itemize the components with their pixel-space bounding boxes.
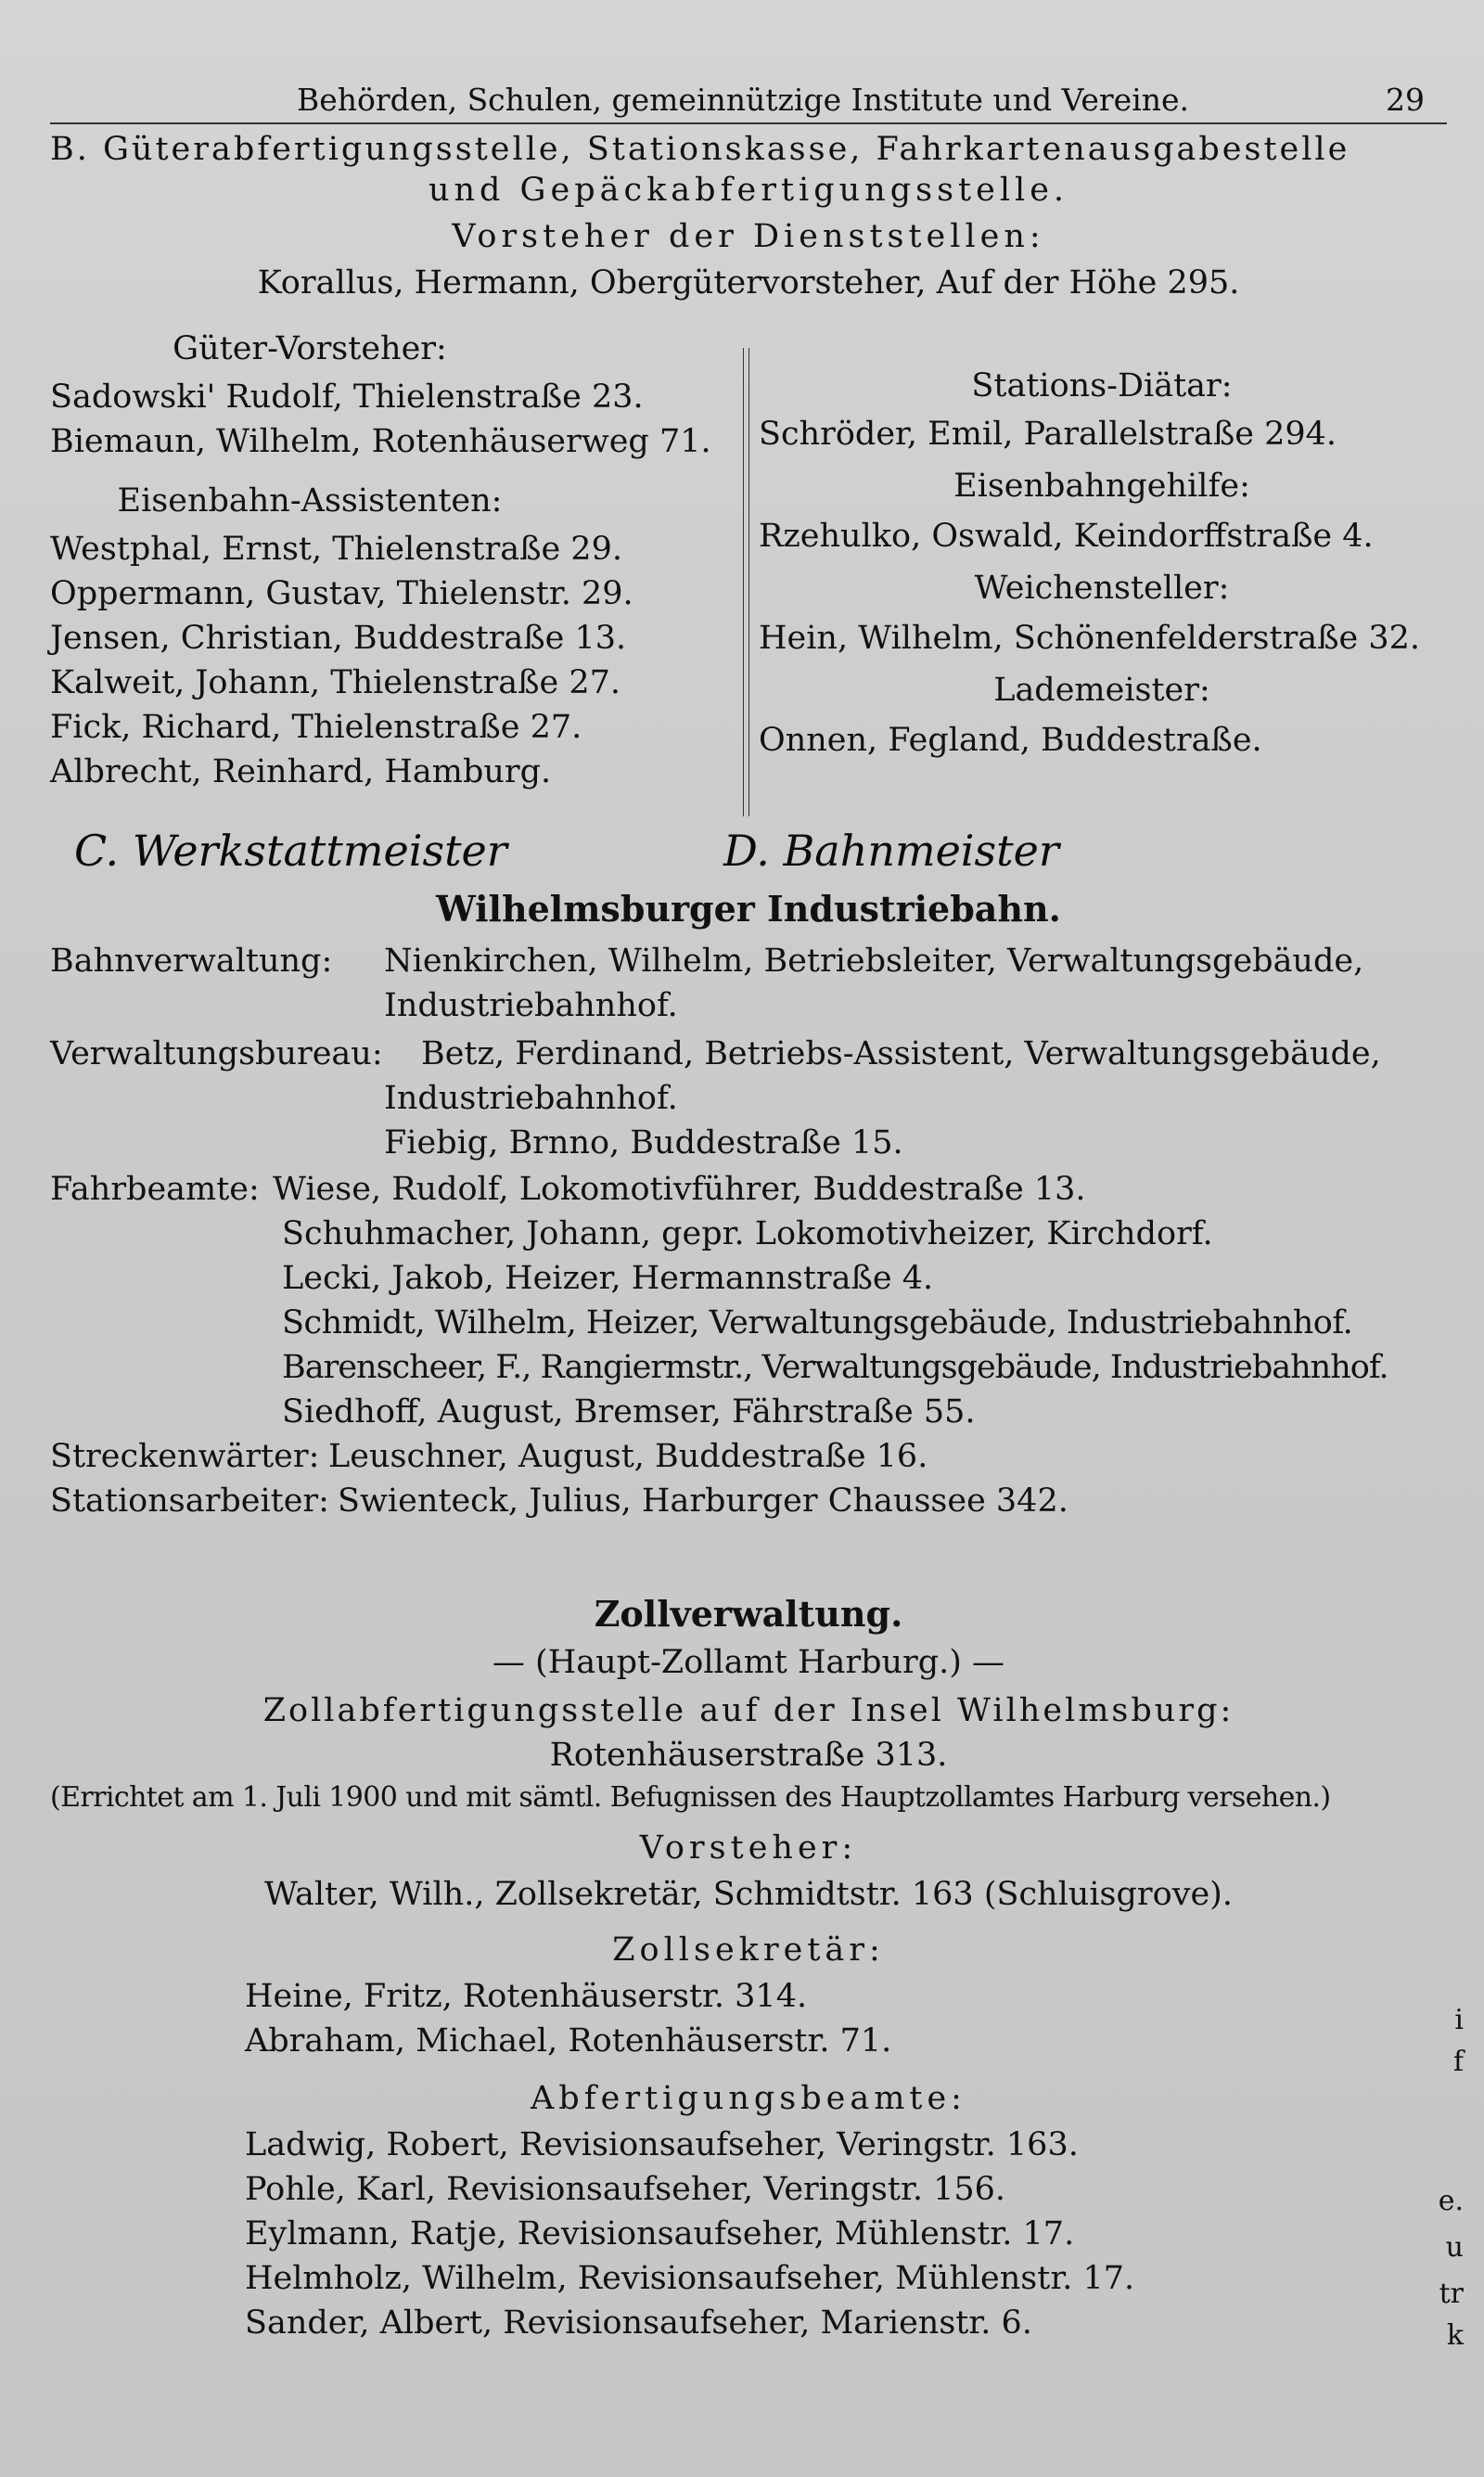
zoll-abf-heading: Abfertigungsbeamte: (531, 2080, 966, 2117)
margin-fragment: k (1446, 2319, 1464, 2352)
header-rule (50, 122, 1447, 124)
margin-fragment: i (1454, 2004, 1464, 2036)
assistant-item: Westphal, Ernst, Thielenstraße 29. (50, 531, 622, 568)
right-column (759, 366, 1445, 760)
entry-line: Siedhoff, August, Bremser, Fährstraße 55. (282, 1393, 976, 1431)
margin-fragment: f (1452, 2046, 1464, 2078)
handwritten-bahnmeister: D. Bahnmeister (723, 826, 1059, 876)
entry-label: Fahrbeamte: (50, 1171, 260, 1208)
zoll-sek-heading: Zollsekretär: (612, 1932, 885, 1969)
entry-line: Industriebahnhof. (384, 987, 678, 1024)
entry-label: Verwaltungsbureau: (50, 1035, 383, 1072)
zoll-head-heading: Vorsteher: (639, 1829, 858, 1867)
zoll-office: Zollabfertigungsstelle auf der Insel Wilhelmsburg: (262, 1692, 1235, 1729)
industriebahn-section (50, 886, 1447, 932)
zoll-abf-item: Eylmann, Ratje, Revisionsaufseher, Mühlenstr. 17. (245, 2215, 1075, 2252)
entry-label: Bahnverwaltung: (50, 943, 333, 980)
entry-fahrbeamte (50, 1170, 1447, 1431)
assistant-item: Fick, Richard, Thielenstraße 27. (50, 709, 582, 746)
entry-line: Schuhmacher, Johann, gepr. Lokomotivheizer, Kirchdorf. (282, 1215, 1213, 1252)
running-header (297, 82, 1447, 119)
gehilfe-item: Rzehulko, Oswald, Keindorffstraße 4. (759, 518, 1374, 555)
assistant-item: Oppermann, Gustav, Thielenstr. 29. (50, 575, 633, 612)
chief-heading: Vorsteher der Dienststellen: (452, 218, 1045, 255)
running-title: Behörden, Schulen, gemeinnützige Institute und Vereine. (297, 82, 1190, 118)
margin-fragment: u (1445, 2231, 1464, 2264)
chief-entry: Korallus, Hermann, Obergütervorsteher, Auf der Höhe 295. (257, 264, 1240, 302)
entry-line: Swienteck, Julius, Harburger Chaussee 342. (338, 1482, 1068, 1520)
entry-line: Industriebahnhof. (384, 1080, 678, 1117)
zoll-sek-item: Heine, Fritz, Rotenhäuserstr. 314. (245, 1978, 808, 2015)
section-b-heading (50, 130, 1447, 302)
entry-label: Stationsarbeiter: (50, 1482, 329, 1520)
margin-fragment: tr (1439, 2278, 1464, 2310)
assistants-heading: Eisenbahn-Assistenten: (117, 482, 503, 520)
entry-label: Streckenwärter: (50, 1438, 320, 1475)
entry-line: Lecki, Jakob, Heizer, Hermannstraße 4. (282, 1260, 934, 1297)
entry-line: Nienkirchen, Wilhelm, Betriebsleiter, Verwaltungsgebäude, (384, 943, 1364, 980)
column-divider (743, 348, 749, 816)
goods-item: Biemaun, Wilhelm, Rotenhäuserweg 71. (50, 423, 711, 460)
weichen-item: Hein, Wilhelm, Schönenfelderstraße 32. (759, 620, 1421, 657)
entry-streckenwaerter (50, 1437, 1447, 1476)
weichen-heading: Weichensteller: (974, 570, 1230, 607)
entry-bahnverwaltung (50, 942, 1447, 1025)
gehilfe-heading: Eisenbahngehilfe: (953, 468, 1250, 505)
diaetar-item: Schröder, Emil, Parallelstraße 294. (759, 416, 1337, 453)
zoll-abf-list (245, 2125, 1447, 2342)
zoll-head: Walter, Wilh., Zollsekretär, Schmidtstr. 163 (Schluisgrove). (264, 1876, 1233, 1913)
entry-line: Leuschner, August, Buddestraße 16. (328, 1438, 928, 1475)
zoll-sek-item: Abraham, Michael, Rotenhäuserstr. 71. (245, 2022, 892, 2060)
diaetar-heading: Stations-Diätar: (971, 367, 1233, 404)
zoll-sek-list (245, 1977, 1447, 2060)
handwritten-werkstattmeister: C. Werkstattmeister (74, 826, 507, 876)
left-column (50, 329, 736, 791)
entry-line: Betz, Ferdinand, Betriebs-Assistent, Verwaltungsgebäude, (421, 1035, 1381, 1072)
assistant-item: Albrecht, Reinhard, Hamburg. (50, 753, 552, 790)
industriebahn-entries (50, 942, 1447, 1521)
entry-line: Barenscheer, F., Rangiermstr., Verwaltungsgebäude, Industriebahnhof. (282, 1349, 1388, 1386)
goods-heading: Güter-Vorsteher: (173, 330, 447, 367)
zoll-section (50, 1591, 1447, 2342)
zoll-note: (Errichtet am 1. Juli 1900 und mit sämtl. Befugnissen des Hauptzollamtes Harburg versehen.) (50, 1781, 1331, 1814)
lade-item: Onnen, Fegland, Buddestraße. (759, 722, 1262, 759)
entry-line: Schmidt, Wilhelm, Heizer, Verwaltungsgebäude, Industriebahnhof. (282, 1304, 1353, 1341)
entry-verwaltungsbureau (50, 1034, 1447, 1162)
industriebahn-title: Wilhelmsburger Industriebahn. (436, 888, 1061, 930)
assistant-item: Jensen, Christian, Buddestraße 13. (50, 620, 627, 657)
page-number: 29 (1386, 82, 1425, 118)
section-b-heading-line1: B. Güterabfertigungsstelle, Stationskasse, Fahrkartenausgabestelle (50, 131, 1350, 168)
lade-heading: Lademeister: (993, 672, 1210, 709)
zoll-subtitle: — (Haupt-Zollamt Harburg.) — (492, 1644, 1005, 1681)
zoll-abf-item: Helmholz, Wilhelm, Revisionsaufseher, Mühlenstr. 17. (245, 2260, 1135, 2297)
entry-line: Fiebig, Brnno, Buddestraße 15. (384, 1124, 903, 1161)
assistant-item: Kalweit, Johann, Thielenstraße 27. (50, 664, 620, 701)
goods-item: Sadowski' Rudolf, Thielenstraße 23. (50, 379, 644, 416)
zoll-abf-item: Ladwig, Robert, Revisionsaufseher, Veringstr. 163. (245, 2126, 1079, 2163)
zoll-address: Rotenhäuserstraße 313. (549, 1737, 948, 1774)
margin-fragment: e. (1438, 2185, 1464, 2217)
zoll-abf-item: Sander, Albert, Revisionsaufseher, Marienstr. 6. (245, 2304, 1032, 2342)
zoll-abf-item: Pohle, Karl, Revisionsaufseher, Veringstr. 156. (245, 2171, 1006, 2208)
section-b-heading-line2: und Gepäckabfertigungsstelle. (428, 172, 1069, 209)
entry-line: Wiese, Rudolf, Lokomotivführer, Buddestraße 13. (273, 1171, 1086, 1208)
entry-stationsarbeiter (50, 1482, 1447, 1521)
zoll-title: Zollverwaltung. (594, 1593, 903, 1635)
